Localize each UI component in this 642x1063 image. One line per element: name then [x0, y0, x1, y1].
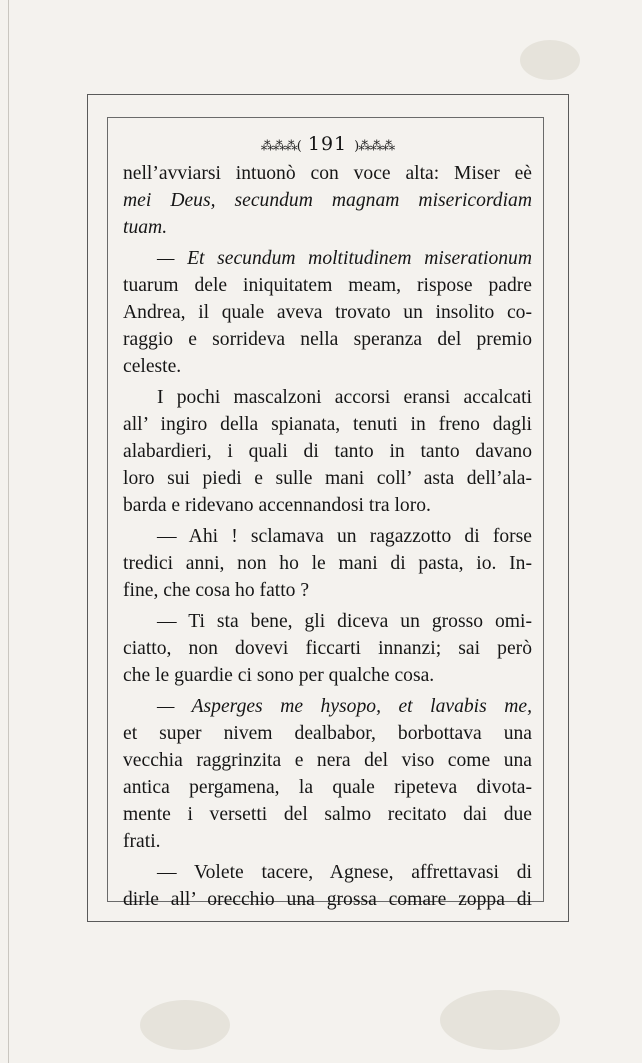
paper-stain	[140, 1000, 230, 1050]
text-line: tuarum dele iniquitatem meam, rispose padre	[123, 275, 532, 296]
paper-stain	[520, 40, 580, 80]
text-line: mei Deus, secundum magnam misericordiam	[123, 190, 532, 211]
text-line: alabardieri, i quali di tanto in tanto davano	[123, 441, 532, 462]
text-line: — Ti sta bene, gli diceva un grosso omi-	[157, 611, 532, 632]
text-line: dirle all’ orecchio una grossa comare zoppa di	[123, 889, 532, 910]
text-line: — Volete tacere, Agnese, affrettavasi di	[157, 862, 532, 883]
text-line: che le guardie ci sono per qualche cosa.	[123, 665, 435, 686]
paragraph	[123, 693, 532, 855]
paragraph	[123, 245, 532, 380]
paragraph	[123, 160, 532, 241]
ornament-left: ⁂⁂⁂(	[260, 139, 301, 154]
paragraph	[123, 384, 532, 519]
running-header	[123, 131, 532, 160]
page-number: 191	[307, 133, 348, 155]
text-line: fine, che cosa ho fatto ?	[123, 580, 310, 601]
text-line: antica pergamena, la quale ripeteva divota-	[123, 777, 532, 798]
text-line: ciatto, non dovevi ficcarti innanzi; sai però	[123, 638, 532, 659]
text-line: et super nivem dealbabor, borbottava una	[123, 723, 532, 744]
text-line: I pochi mascalzoni accorsi eransi accalcati	[157, 387, 532, 408]
text-line: tuam.	[123, 217, 168, 238]
paragraph	[123, 608, 532, 689]
text-line: loro sui piedi e sulle mani coll’ asta dell’ala-	[123, 468, 532, 489]
paragraph	[123, 523, 532, 604]
page-text	[123, 131, 532, 913]
text-line: mente i versetti del salmo recitato dai due	[123, 804, 532, 825]
text-line: Andrea, il quale aveva trovato un insolito co-	[123, 302, 532, 323]
text-line: vecchia raggrinzita e nera del viso come una	[123, 750, 532, 771]
text-line: barda e ridevano accennandosi tra loro.	[123, 495, 431, 516]
page-edge	[8, 0, 9, 1063]
paper-stain	[440, 990, 560, 1050]
text-line: celeste.	[123, 356, 182, 377]
text-line: — Et secundum moltitudinem miserationum	[157, 248, 532, 269]
text-line: — Asperges me hysopo, et lavabis me,	[157, 696, 532, 717]
text-line: nell’avviarsi intuonò con voce alta: Miser eè	[123, 163, 532, 184]
paragraph	[123, 859, 532, 913]
text-line: — Ahi ! sclamava un ragazzotto di forse	[157, 526, 532, 547]
text-line: all’ ingiro della spianata, tenuti in freno dagli	[123, 414, 532, 435]
text-line: frati.	[123, 831, 161, 852]
ornament-right: )⁂⁂⁂	[354, 139, 395, 154]
text-line: tredici anni, non ho le mani di pasta, io. In-	[123, 553, 532, 574]
text-line: raggio e sorrideva nella speranza del premio	[123, 329, 532, 350]
